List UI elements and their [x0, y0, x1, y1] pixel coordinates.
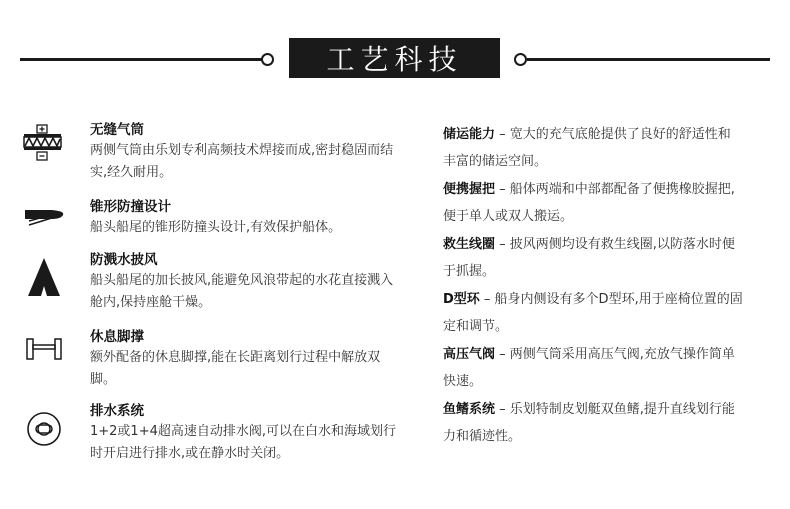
feature-title: 休息脚撑: [90, 329, 144, 345]
spec-label: 高压气阀: [443, 347, 496, 362]
spec-fin: [443, 396, 743, 450]
header-line-right: [527, 58, 770, 61]
spec-label: D型环: [443, 292, 480, 307]
feature-desc: 额外配备的休息脚撑,能在长距离划行过程中解放双脚。: [90, 350, 381, 387]
feature-title: 锥形防撞设计: [90, 199, 171, 215]
welded-seam-icon: [20, 126, 68, 166]
header-ring-left: [261, 53, 274, 66]
feature-desc: 船头船尾的锥形防撞头设计,有效保护船体。: [90, 220, 342, 235]
spec-desc: – 船体两端和中部都配备了便携橡胶握把,便于单人或双人搬运。: [443, 182, 735, 224]
footrest-icon: [20, 329, 68, 369]
cone-bumper-icon: [20, 197, 68, 237]
feature-title: 排水系统: [90, 403, 144, 419]
spec-desc: – 宽大的充气底舱提供了良好的舒适性和丰富的储运空间。: [443, 127, 731, 169]
spec-desc: – 船身内侧设有多个D型环,用于座椅位置的固定和调节。: [443, 292, 743, 334]
spec-handles: [443, 176, 743, 230]
feature-title: 防溅水披风: [90, 252, 158, 268]
spec-d-ring: [443, 286, 743, 340]
header-line-left: [20, 58, 263, 61]
spec-label: 储运能力: [443, 127, 496, 142]
page-title: [289, 38, 500, 78]
spec-desc: – 两侧气筒采用高压气阀,充放气操作简单快速。: [443, 347, 735, 389]
spec-desc: – 乐划特制皮划艇双鱼鳍,提升直线划行能力和循迹性。: [443, 402, 735, 444]
spec-label: 便携握把: [443, 182, 496, 197]
header-ring-right: [514, 53, 527, 66]
feature-desc: 船头船尾的加长披风,能避免风浪带起的水花直接溅入舱内,保持座舱干燥。: [90, 273, 394, 310]
spec-valve: [443, 341, 743, 395]
spec-lifeline: [443, 231, 743, 285]
feature-title: 无缝气筒: [90, 122, 144, 138]
feature-desc: 两侧气筒由乐划专利高频技术焊接而成,密封稳固而结实,经久耐用。: [90, 143, 394, 180]
page-title-text: 工艺科技: [326, 43, 463, 76]
drain-valve-icon: [20, 409, 68, 449]
spec-desc: – 披风两侧均设有救生线圈,以防落水时便于抓握。: [443, 237, 735, 279]
splash-guard-icon: [20, 258, 68, 298]
spec-label: 救生线圈: [443, 237, 496, 252]
feature-desc: 1+2或1+4超高速自动排水阀,可以在白水和海域划行时开启进行排水,或在静水时关闭。: [90, 424, 397, 461]
spec-storage: [443, 121, 743, 175]
spec-label: 鱼鳍系统: [443, 402, 496, 417]
